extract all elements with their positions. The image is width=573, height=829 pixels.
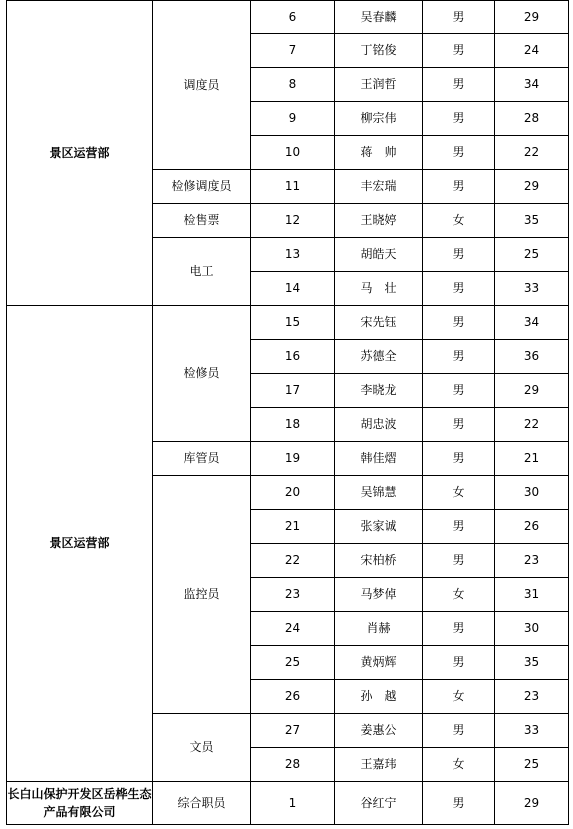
no-cell: 15 (251, 306, 335, 340)
gender-cell: 男 (423, 714, 495, 748)
age-cell: 30 (495, 476, 569, 510)
gender-cell: 女 (423, 578, 495, 612)
name-cell: 姜惠公 (335, 714, 423, 748)
gender-cell: 女 (423, 476, 495, 510)
age-cell: 35 (495, 204, 569, 238)
position-cell: 监控员 (153, 476, 251, 714)
name-cell: 韩佳熠 (335, 442, 423, 476)
gender-cell: 男 (423, 272, 495, 306)
gender-cell: 男 (423, 408, 495, 442)
age-cell: 23 (495, 544, 569, 578)
position-cell: 电工 (153, 238, 251, 306)
age-cell: 34 (495, 68, 569, 102)
table-row (7, 782, 569, 825)
gender-cell: 男 (423, 238, 495, 272)
gender-cell: 男 (423, 170, 495, 204)
department-cell: 长白山保护开发区岳桦生态产品有限公司 (7, 782, 153, 825)
name-cell: 宋先钰 (335, 306, 423, 340)
position-cell: 综合职员 (153, 782, 251, 825)
no-cell: 17 (251, 374, 335, 408)
age-cell: 33 (495, 714, 569, 748)
name-cell: 蒋 帅 (335, 136, 423, 170)
age-cell: 35 (495, 646, 569, 680)
age-cell: 24 (495, 34, 569, 68)
gender-cell: 男 (423, 646, 495, 680)
position-cell: 文员 (153, 714, 251, 782)
age-cell: 34 (495, 306, 569, 340)
gender-cell: 男 (423, 782, 495, 825)
position-cell: 库管员 (153, 442, 251, 476)
age-cell: 22 (495, 136, 569, 170)
name-cell: 吴锦慧 (335, 476, 423, 510)
gender-cell: 男 (423, 102, 495, 136)
age-cell: 33 (495, 272, 569, 306)
no-cell: 24 (251, 612, 335, 646)
age-cell: 28 (495, 102, 569, 136)
gender-cell: 男 (423, 34, 495, 68)
name-cell: 孙 越 (335, 680, 423, 714)
no-cell: 10 (251, 136, 335, 170)
age-cell: 26 (495, 510, 569, 544)
age-cell: 21 (495, 442, 569, 476)
no-cell: 12 (251, 204, 335, 238)
department-cell: 景区运营部 (7, 1, 153, 306)
no-cell: 14 (251, 272, 335, 306)
no-cell: 20 (251, 476, 335, 510)
gender-cell: 男 (423, 68, 495, 102)
no-cell: 21 (251, 510, 335, 544)
no-cell: 8 (251, 68, 335, 102)
name-cell: 黄炳辉 (335, 646, 423, 680)
no-cell: 23 (251, 578, 335, 612)
position-cell: 检修调度员 (153, 170, 251, 204)
no-cell: 22 (251, 544, 335, 578)
name-cell: 谷红宁 (335, 782, 423, 825)
gender-cell: 男 (423, 544, 495, 578)
no-cell: 18 (251, 408, 335, 442)
no-cell: 25 (251, 646, 335, 680)
age-cell: 30 (495, 612, 569, 646)
age-cell: 23 (495, 680, 569, 714)
name-cell: 张家诚 (335, 510, 423, 544)
name-cell: 宋柏桥 (335, 544, 423, 578)
no-cell: 11 (251, 170, 335, 204)
age-cell: 29 (495, 782, 569, 825)
name-cell: 王晓婷 (335, 204, 423, 238)
no-cell: 27 (251, 714, 335, 748)
gender-cell: 女 (423, 748, 495, 782)
no-cell: 28 (251, 748, 335, 782)
gender-cell: 男 (423, 1, 495, 34)
no-cell: 7 (251, 34, 335, 68)
name-cell: 肖赫 (335, 612, 423, 646)
table-row (7, 1, 569, 34)
gender-cell: 女 (423, 680, 495, 714)
department-cell: 景区运营部 (7, 306, 153, 782)
no-cell: 13 (251, 238, 335, 272)
staff-table-body (7, 1, 569, 825)
staff-table (6, 0, 569, 825)
age-cell: 31 (495, 578, 569, 612)
gender-cell: 男 (423, 510, 495, 544)
age-cell: 29 (495, 374, 569, 408)
name-cell: 丰宏瑞 (335, 170, 423, 204)
gender-cell: 男 (423, 442, 495, 476)
age-cell: 29 (495, 170, 569, 204)
position-cell: 检售票 (153, 204, 251, 238)
no-cell: 1 (251, 782, 335, 825)
name-cell: 王嘉玮 (335, 748, 423, 782)
age-cell: 29 (495, 1, 569, 34)
age-cell: 25 (495, 238, 569, 272)
name-cell: 胡忠波 (335, 408, 423, 442)
name-cell: 柳宗伟 (335, 102, 423, 136)
gender-cell: 男 (423, 374, 495, 408)
gender-cell: 男 (423, 340, 495, 374)
no-cell: 19 (251, 442, 335, 476)
name-cell: 胡皓天 (335, 238, 423, 272)
gender-cell: 男 (423, 306, 495, 340)
name-cell: 苏德全 (335, 340, 423, 374)
age-cell: 36 (495, 340, 569, 374)
position-cell: 调度员 (153, 1, 251, 170)
age-cell: 22 (495, 408, 569, 442)
gender-cell: 男 (423, 612, 495, 646)
no-cell: 6 (251, 1, 335, 34)
name-cell: 李晓龙 (335, 374, 423, 408)
gender-cell: 男 (423, 136, 495, 170)
no-cell: 26 (251, 680, 335, 714)
name-cell: 马梦倬 (335, 578, 423, 612)
position-cell: 检修员 (153, 306, 251, 442)
name-cell: 吴春麟 (335, 1, 423, 34)
table-row (7, 306, 569, 340)
name-cell: 马 壮 (335, 272, 423, 306)
age-cell: 25 (495, 748, 569, 782)
name-cell: 丁铭俊 (335, 34, 423, 68)
name-cell: 王润哲 (335, 68, 423, 102)
no-cell: 16 (251, 340, 335, 374)
no-cell: 9 (251, 102, 335, 136)
gender-cell: 女 (423, 204, 495, 238)
